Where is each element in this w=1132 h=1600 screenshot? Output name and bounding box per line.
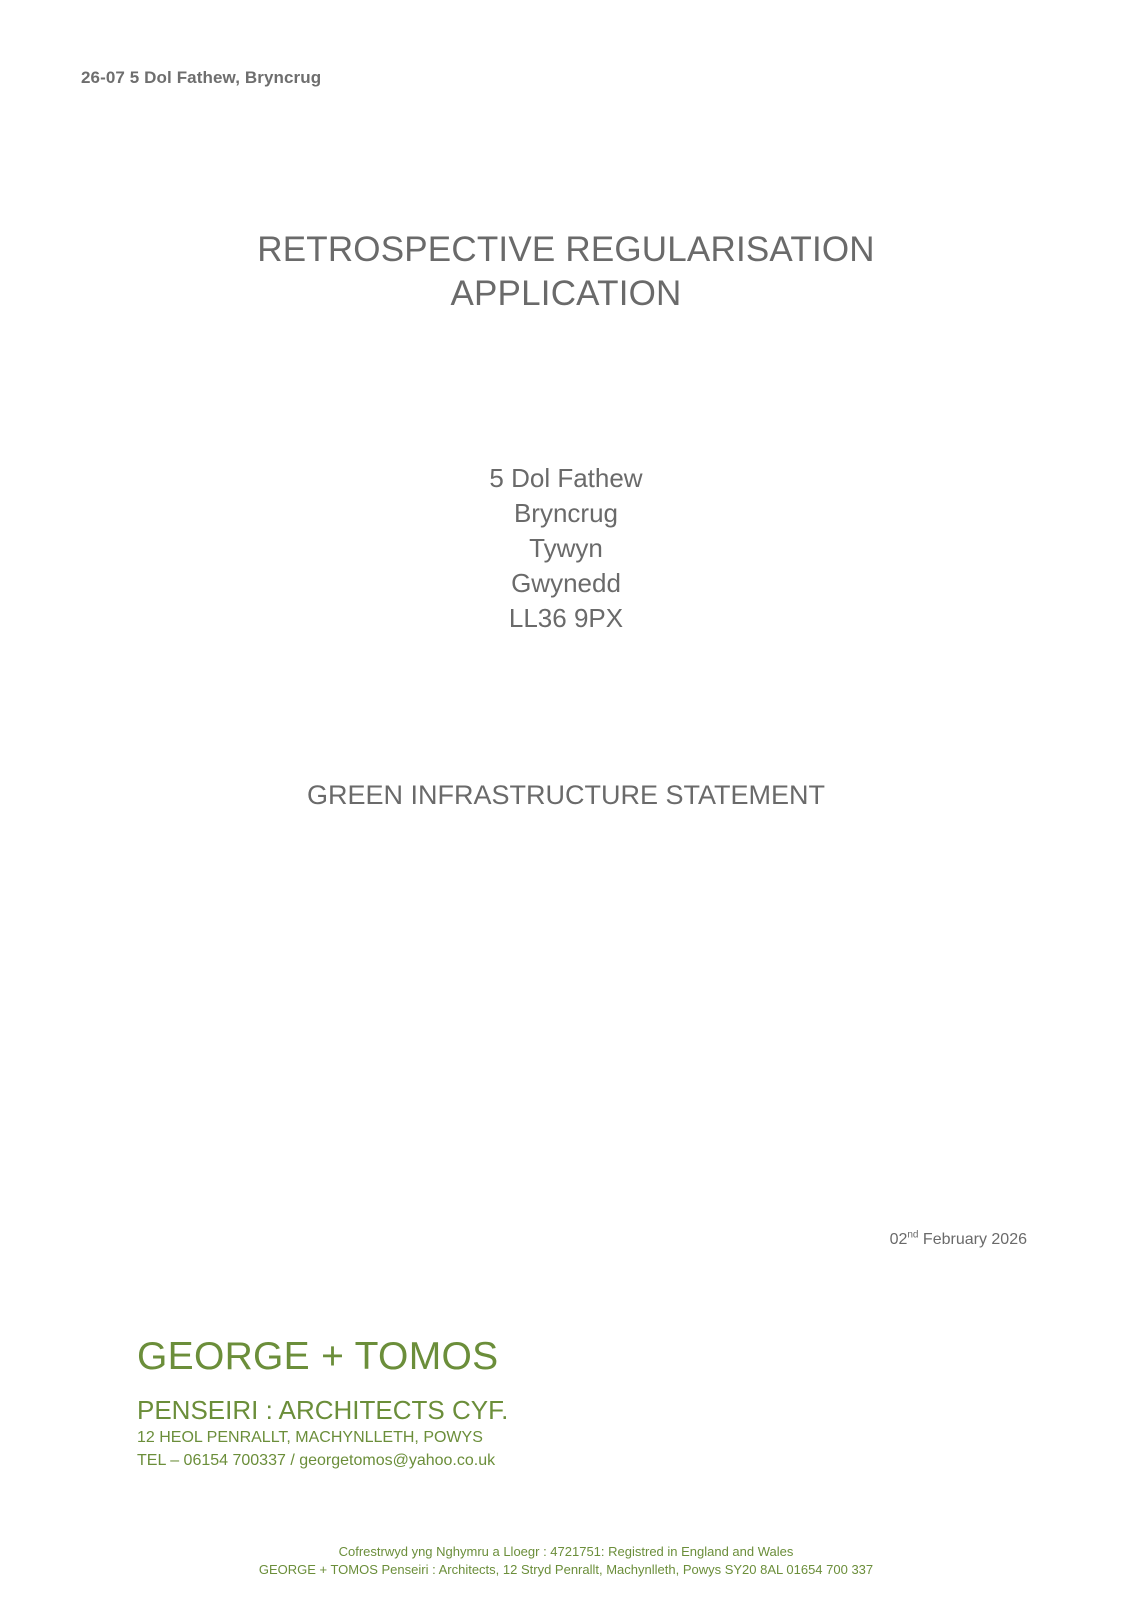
firm-subtitle: PENSEIRI : ARCHITECTS CYF. xyxy=(137,1395,509,1425)
page-footer xyxy=(0,1543,1132,1579)
firm-address: 12 HEOL PENRALLT, MACHYNLLETH, POWYS xyxy=(137,1429,483,1446)
document-title xyxy=(0,228,1132,316)
address-line-1: 5 Dol Fathew xyxy=(489,463,643,493)
firm-block xyxy=(137,1334,508,1472)
document-date xyxy=(890,1231,1027,1249)
address-line-2: Bryncrug xyxy=(513,498,619,528)
address-line-5: LL36 9PX xyxy=(508,603,624,633)
address-line-3: Tywyn xyxy=(529,533,603,563)
firm-name: GEORGE + TOMOS xyxy=(137,1335,499,1378)
title-line-2: APPLICATION xyxy=(450,274,682,313)
footer-address: GEORGE + TOMOS Penseiri : Architects, 12 Stryd Penrallt, Machynlleth, Powys SY20 8AL 01654 700 337 xyxy=(258,1562,874,1577)
date-day: 02 xyxy=(889,1231,908,1248)
date-suffix: nd xyxy=(907,1229,919,1241)
firm-contact: TEL – 06154 700337 / georgetomos@yahoo.co.uk xyxy=(137,1452,496,1469)
statement-title: GREEN INFRASTRUCTURE STATEMENT xyxy=(306,780,825,810)
footer-registration: Cofrestrwyd yng Nghymru a Lloegr : 4721751: Registred in England and Wales xyxy=(338,1544,794,1559)
date-rest: February 2026 xyxy=(918,1231,1027,1248)
title-line-1: RETROSPECTIVE REGULARISATION xyxy=(257,230,875,269)
document-reference: 26-07 5 Dol Fathew, Bryncrug xyxy=(81,68,322,87)
site-address xyxy=(0,461,1132,636)
address-line-4: Gwynedd xyxy=(511,568,621,598)
